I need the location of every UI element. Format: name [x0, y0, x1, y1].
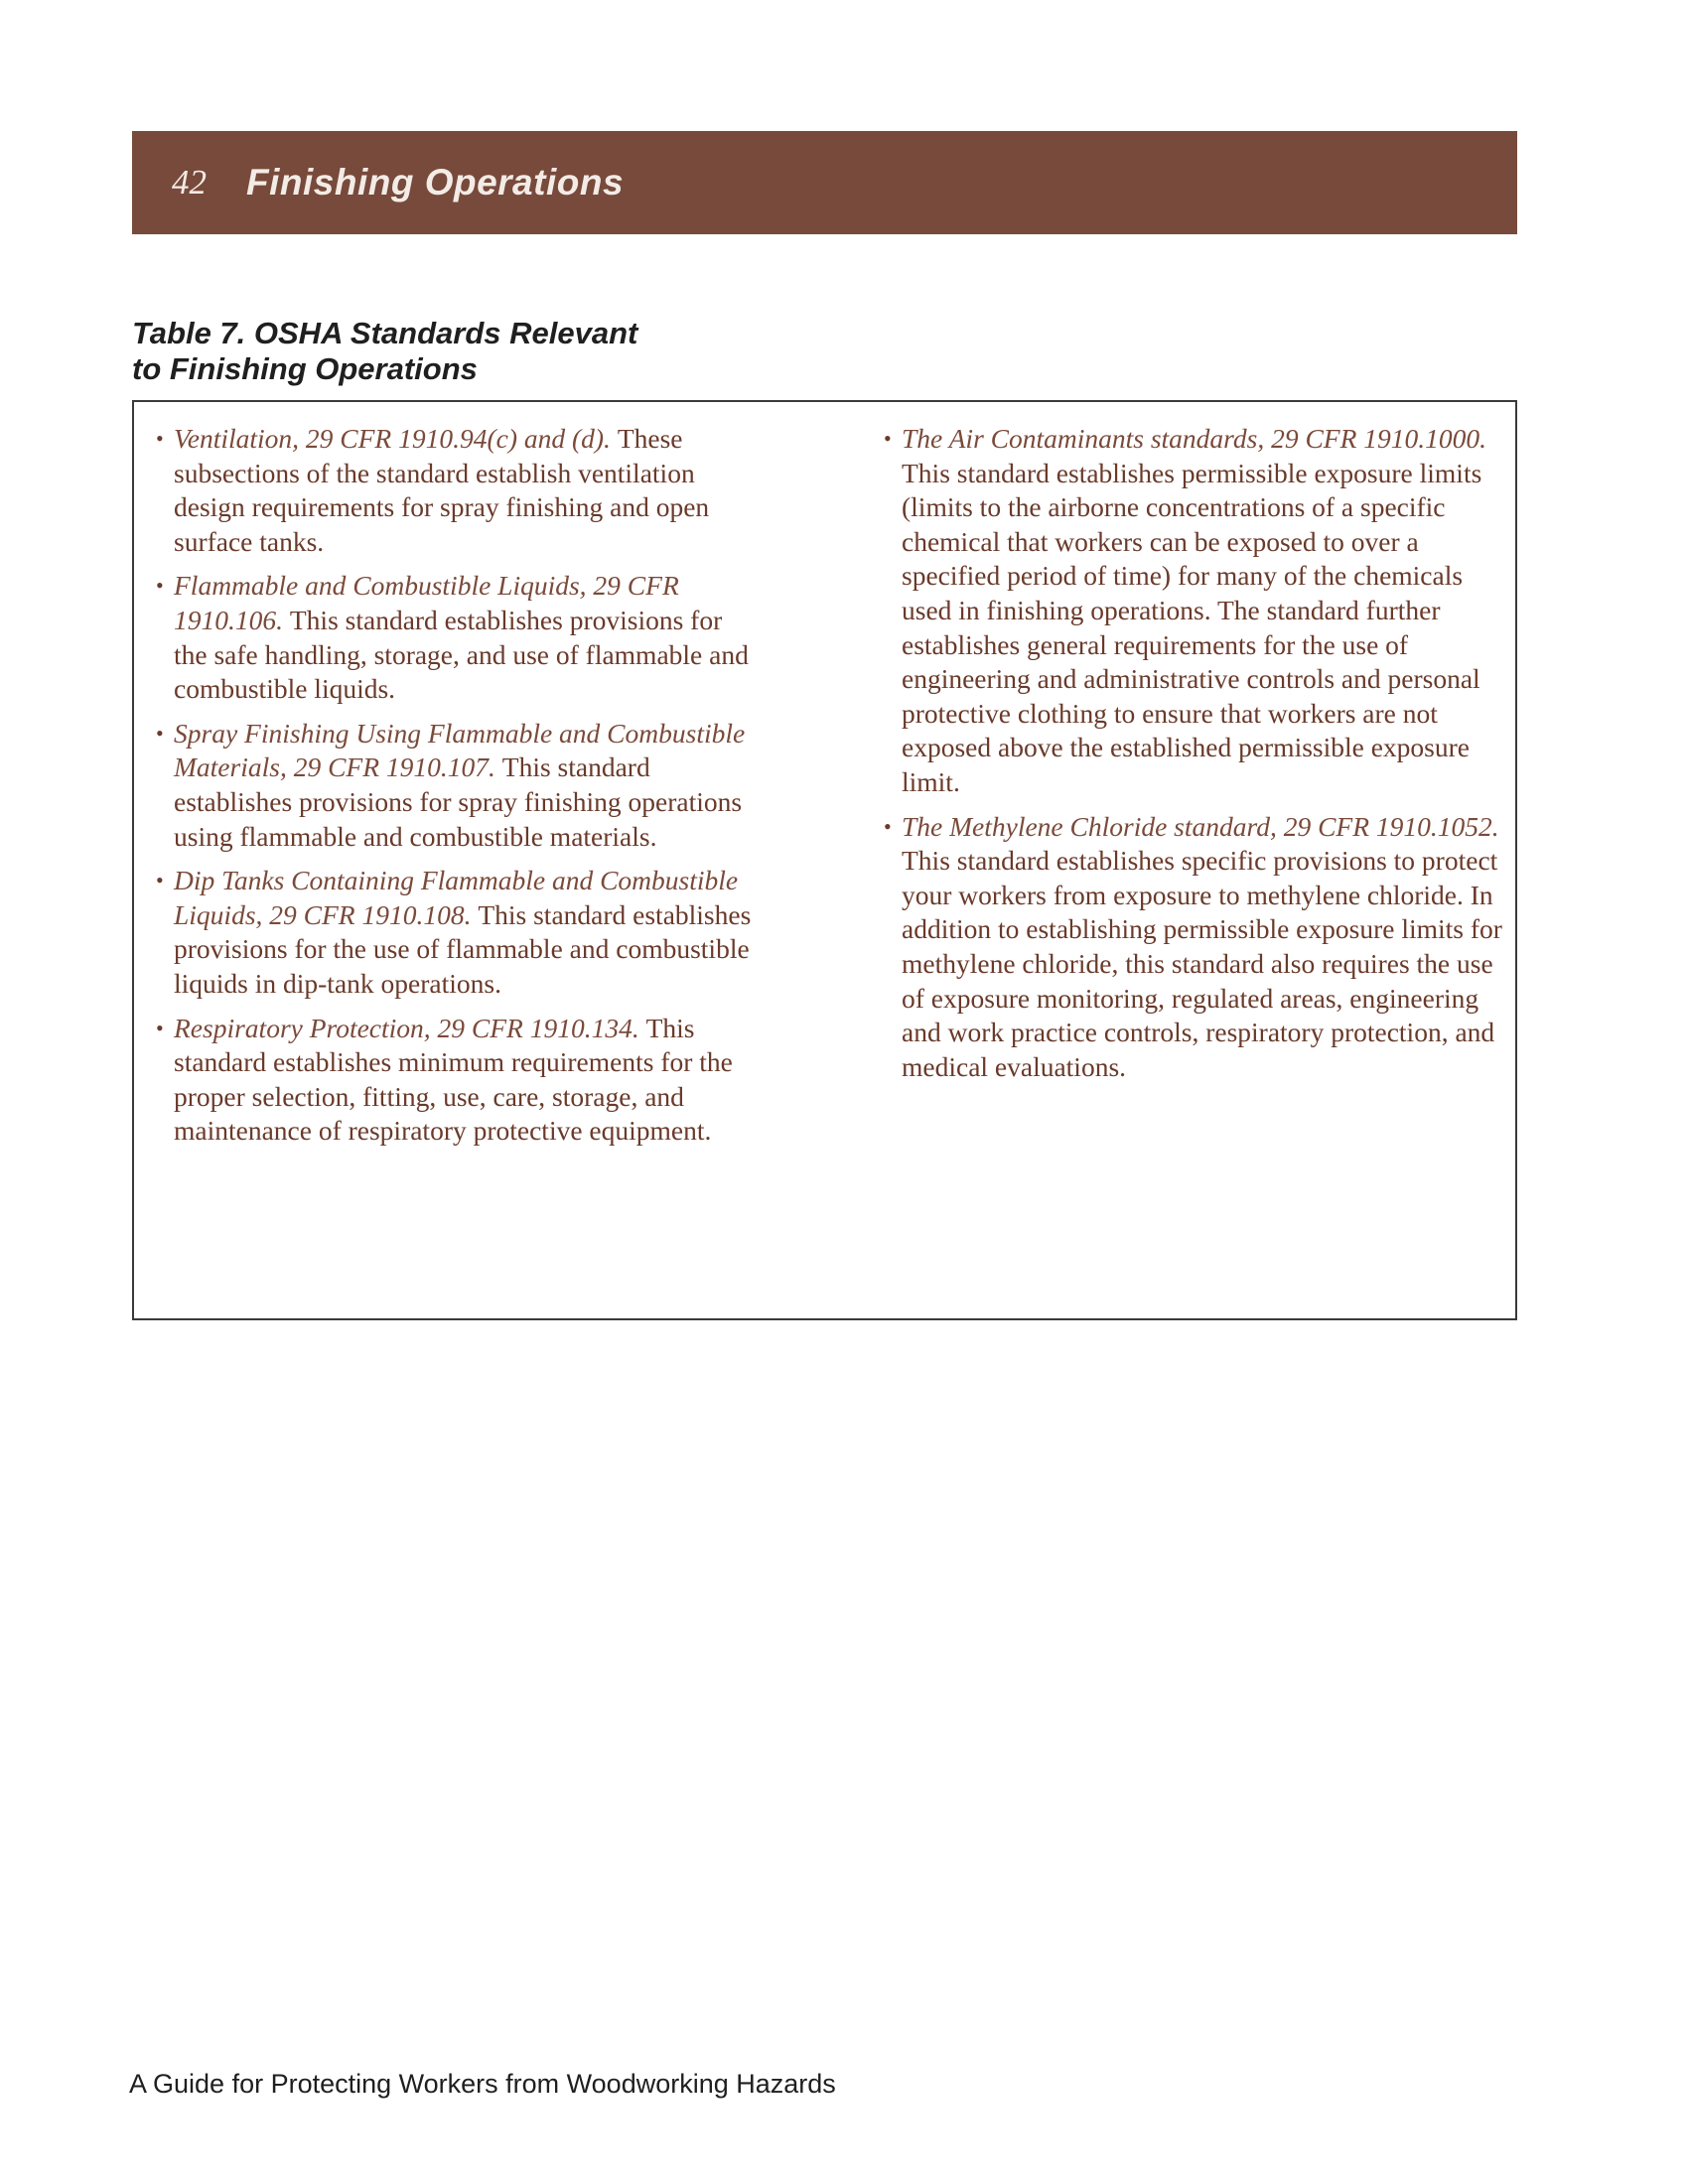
standard-item: [884, 810, 1509, 1085]
standard-description: This standard establishes provisions for the use of flammable and combustible liquids in dip-tank operations.: [174, 898, 752, 999]
standard-item: [884, 422, 1509, 800]
standard-item: [156, 569, 757, 706]
standard-title: Ventilation, 29 CFR 1910.94(c) and (d).: [174, 423, 618, 454]
table-caption-line-2: to Finishing Operations: [132, 351, 478, 386]
standard-title: The Air Contaminants standards, 29 CFR 1910.1000.: [902, 423, 1487, 454]
bullet-icon: •: [156, 720, 164, 746]
page-footer: A Guide for Protecting Workers from Woodworking Hazards: [129, 2069, 836, 2099]
standard-item: [156, 1012, 757, 1149]
bullet-icon: •: [884, 813, 892, 839]
standard-title: Respiratory Protection, 29 CFR 1910.134.: [174, 1012, 646, 1043]
standard-item: [156, 422, 757, 559]
bullet-icon: •: [156, 426, 164, 451]
header-bar: [132, 131, 1517, 234]
table-caption-line-1: Table 7. OSHA Standards Relevant: [132, 316, 638, 350]
table-right-column: [884, 422, 1509, 1094]
standard-description: This standard establishes minimum requirements for the proper selection, fitting, use, care, storage, and maintenance of respiratory protective equipment.: [174, 1012, 733, 1147]
standard-item: [156, 717, 757, 854]
standard-item: [156, 864, 757, 1001]
standard-description: These subsections of the standard establish ventilation design requirements for spray finishing and open surface tanks.: [174, 423, 710, 557]
standard-description: This standard establishes provisions for the safe handling, storage, and use of flammable and combustible liquids.: [174, 604, 749, 705]
bullet-icon: •: [156, 1015, 164, 1040]
standard-description: This standard establishes specific provisions to protect your workers from exposure to methylene chloride. In addition to establishing permissible exposure limits for methylene chloride, this standard also requires the use of exposure monitoring, regulated areas, engineering and work practice controls, respiratory protection, and medical evaluations.: [902, 845, 1502, 1082]
page-number: 42: [172, 163, 207, 202]
bullet-icon: •: [156, 868, 164, 893]
section-title: Finishing Operations: [246, 162, 625, 203]
standards-table: [132, 400, 1517, 1320]
bullet-icon: •: [884, 426, 892, 451]
table-left-column: [156, 422, 757, 1159]
table-caption: [132, 316, 637, 387]
standard-title: Dip Tanks Containing Flammable and Combustible Liquids, 29 CFR 1910.108.: [174, 865, 739, 930]
bullet-icon: •: [156, 573, 164, 599]
standard-title: The Methylene Chloride standard, 29 CFR 1910.1052.: [902, 810, 1499, 842]
standard-title: Spray Finishing Using Flammable and Combustible Materials, 29 CFR 1910.107.: [174, 717, 746, 783]
standard-description: This standard establishes permissible exposure limits (limits to the airborne concentrations of a specific chemical that workers can be exposed to over a specified period of time) for many of the chemicals used in finishing operations. The standard further establishes general requirements for the use of engineering and administrative controls and personal protective clothing to ensure that workers are not exposed above the established permissible exposure limit.: [902, 457, 1482, 797]
standard-title: Flammable and Combustible Liquids, 29 CFR 1910.106.: [174, 570, 679, 635]
standard-description: This standard establishes provisions for spray finishing operations using flammable and combustible materials.: [174, 751, 743, 852]
